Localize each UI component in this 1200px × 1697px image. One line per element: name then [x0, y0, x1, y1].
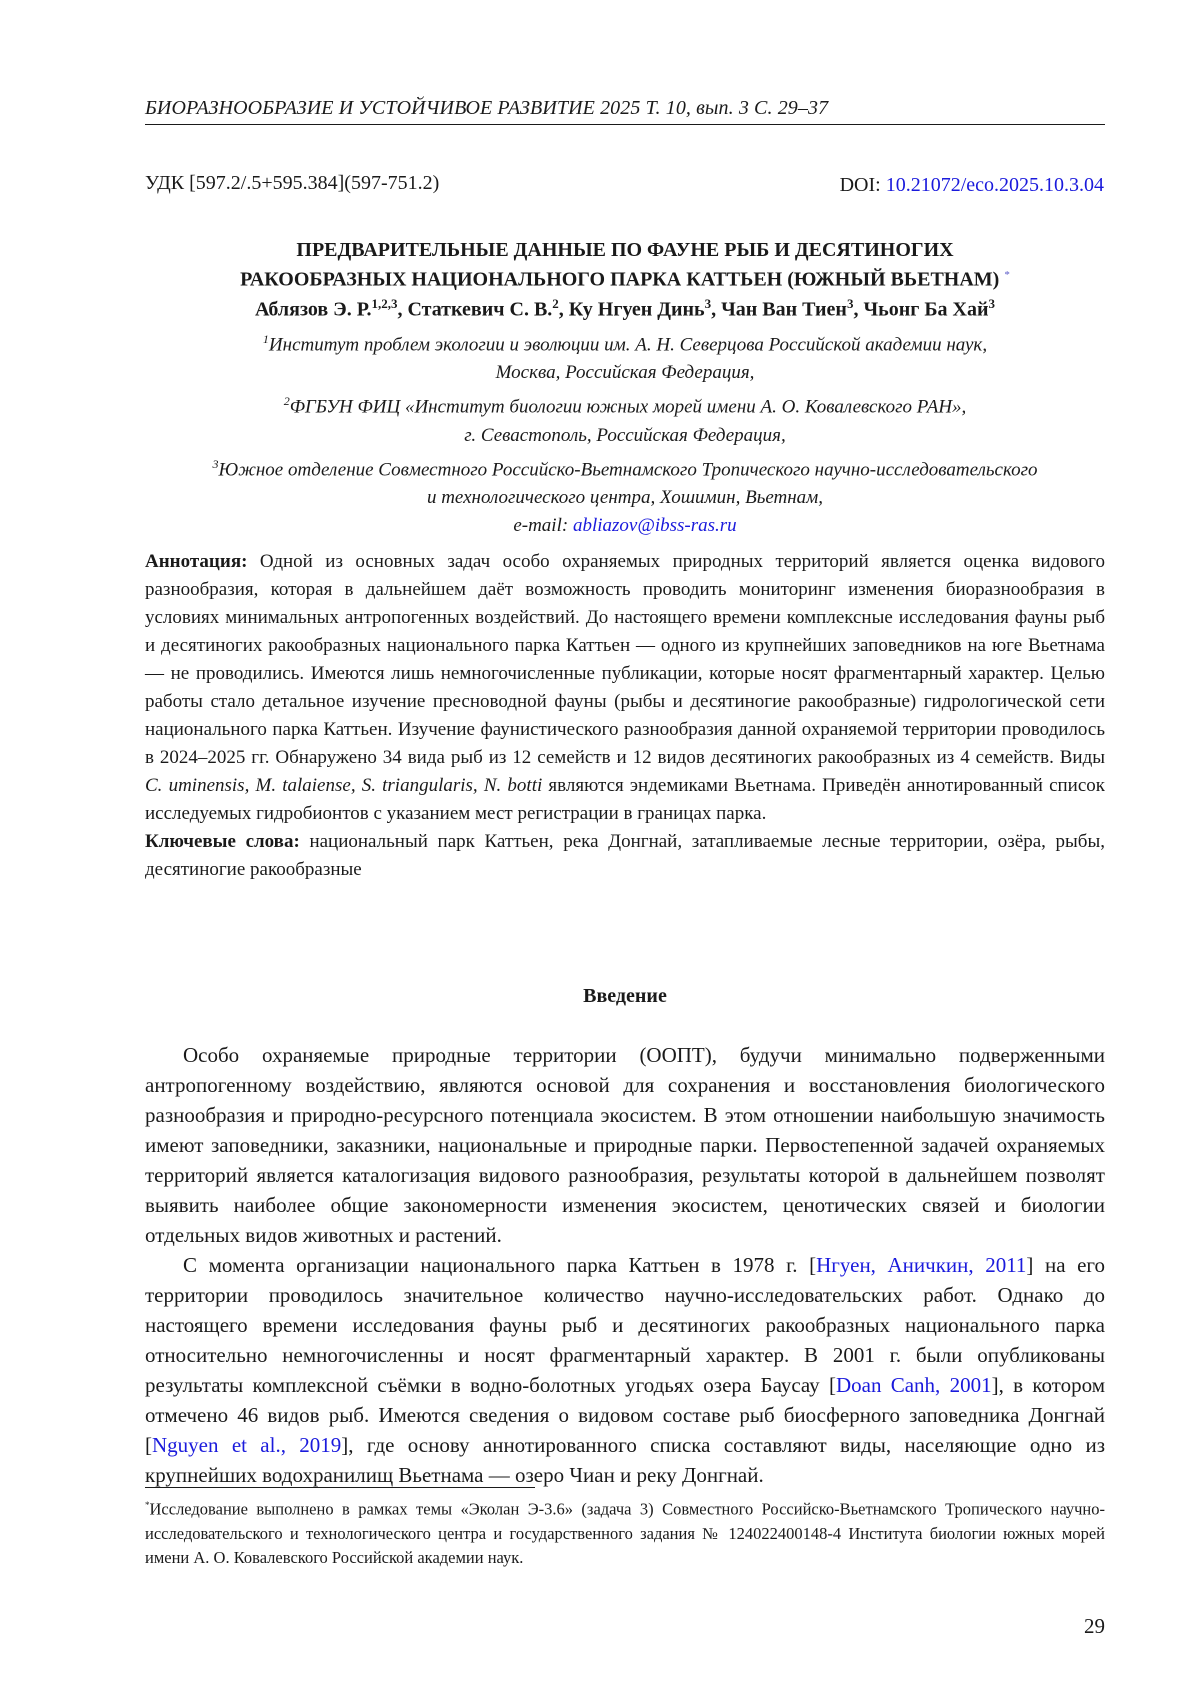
abstract — [145, 548, 1105, 828]
doi-link[interactable]: 10.21072/eco.2025.10.3.04 — [885, 174, 1104, 196]
email-link[interactable]: abliazov@ibss-ras.ru — [572, 514, 737, 536]
affiliation-1 — [145, 325, 1105, 359]
author: Аблязов Э. Р. — [254, 298, 372, 321]
paragraph-text: ] на его территории проводилось значительное количество научно-исследовательских работ. Однако до настоящего времени исследования фауны рыб и десятиногих ракообразных национального парка относительно немногочисленны и носят фрагментарный характер. В 2001 г. были опубликованы результаты комплексной съёмки в водно-болотных угодьях озера Баусау [ — [145, 1253, 1106, 1397]
author: Чьонг Ба Хай — [863, 298, 989, 321]
paragraph-text: ], где основу аннотированного списка составляют виды, населяющие одно из крупнейших водохранилищ Вьетнама — озеро Чиан и реку Донгнай. — [145, 1433, 1106, 1487]
affiliation-number: 1 — [262, 332, 269, 346]
citation-link[interactable]: Нгуен, Аничкин, 2011 — [816, 1253, 1027, 1277]
keywords-text: национальный парк Каттьен, река Донгнай, затапливаемые лесные территории, озёра, рыбы, десятиногие ракообразные — [145, 831, 1105, 880]
author-separator: , — [853, 298, 864, 321]
author: Статкевич С. В. — [407, 298, 553, 321]
authors-list — [145, 296, 1105, 322]
author-separator: , — [397, 298, 408, 321]
paragraph-text: С момента организации национального парка Каттьен в 1978 г. [ — [183, 1253, 817, 1277]
keywords-label: Ключевые слова: — [145, 831, 300, 852]
citation-link[interactable]: Doan Canh, 2001 — [835, 1373, 992, 1397]
footnote-text: Исследование выполнено в рамках темы «Эколан Э-3.6» (задача 3) Совместного Российско-Вьетнамского Тропического научно-исследовательского и технологического центра и государственного задания № 124022400148-4 Института биологии южных морей имени А. О. Ковалевского Российской академии наук. — [145, 1499, 1105, 1567]
doi-label: DOI: — [839, 174, 886, 196]
affiliation-text: Южное отделение Совместного Российско-Вьетнамского Тропического научно-исследовательского — [218, 458, 1038, 480]
author: Чан Ван Тиен — [721, 298, 847, 321]
affiliation-text: ФГБУН ФИЦ «Институт биологии южных морей имени А. О. Ковалевского РАН», — [289, 396, 967, 418]
author: Ку Нгуен Динь — [568, 298, 705, 321]
abstract-text: Одной из основных задач особо охраняемых природных территорий является оценка видового разнообразия, которая в дальнейшем даёт возможность проводить мониторинг изменения биоразнообразия в условиях минимальных антропогенных воздействий. До настоящего времени комплексные исследования фауны рыб и десятиногих ракообразных национального парка Каттьен — одного из крупнейших заповедников на юге Вьетнама — не проводились. Имеются лишь немногочисленные публикации, которые носят фрагментарный характер. Целью работы стало детальное изучение пресноводной фауны (рыбы и десятиногие ракообразные) гидрологической сети национального парка Каттьен. Изучение фаунистического разнообразия данной охраняемой территории проводилось в 2024–2025 гг. Обнаружено 34 вида рыб из 12 семейств и 12 видов десятиногих ракообразных из 4 семейств. Виды — [145, 551, 1105, 768]
author-separator: , — [558, 298, 569, 321]
citation-link[interactable]: Nguyen et al., 2019 — [152, 1433, 342, 1457]
affiliation-number: 3 — [212, 456, 219, 471]
author-affiliation-sup: 1,2,3 — [371, 296, 398, 311]
paragraph-1: Особо охраняемые природные территории (ООПТ), будучи минимально подверженными антропогенному воздействию, являются основой для сохранения и восстановления биологического разнообразия и природно-ресурсного потенциала экосистем. В этом отношении наибольшую значимость имеют заповедники, заказники, национальные и природные парки. Первостепенной задачей охраняемых территорий является каталогизация видового разнообразия, результаты которой в дальнейшем позволят выявить наиболее общие закономерности изменения экосистем, ценотических связей и биологии отдельных видов животных и растений. — [145, 1043, 1105, 1247]
introduction-body — [145, 1040, 1105, 1490]
title-footnote-mark[interactable]: * — [1004, 269, 1010, 281]
footnote — [145, 1493, 1105, 1570]
udk-code: УДК [597.2/.5+595.384](597-751.2) — [145, 172, 440, 194]
footnote-mark: * — [145, 1500, 150, 1510]
title-line-1: ПРЕДВАРИТЕЛЬНЫЕ ДАННЫЕ ПО ФАУНЕ РЫБ И ДЕСЯТИНОГИХ — [296, 239, 954, 261]
endemic-species: C. uminensis, M. talaiense, S. triangularis, N. botti — [145, 775, 543, 796]
affiliation-2-city: г. Севастополь, Российская Федерация, — [464, 424, 786, 446]
title-line-2 — [145, 263, 1105, 293]
author-affiliation-sup: 3 — [988, 296, 996, 311]
affiliation-3-city: и технологического центра, Хошимин, Вьетнам, — [426, 486, 824, 508]
affiliation-1-city: Москва, Российская Федерация, — [495, 362, 755, 384]
author-separator: , — [711, 298, 722, 321]
affiliation-2 — [145, 387, 1105, 421]
page-number: 29 — [1084, 1614, 1105, 1638]
affiliation-number: 2 — [283, 394, 290, 409]
contact-email — [145, 512, 1105, 540]
affiliations — [145, 325, 1105, 540]
paragraph-text: ], в котором отмечено 46 видов рыб. Имеются сведения о видовом составе рыб биосферного заповедника Донгнай [ — [145, 1373, 1105, 1457]
affiliation-text: Институт проблем экологии и эволюции им. А. Н. Северцова Российской академии наук, — [268, 334, 988, 356]
journal-header: БИОРАЗНООБРАЗИЕ И УСТОЙЧИВОЕ РАЗВИТИЕ 2025 Т. 10, вып. 3 С. 29–37 — [145, 97, 1105, 125]
footnote-divider — [145, 1487, 535, 1488]
abstract-label: Аннотация: — [145, 551, 248, 572]
abstract-section — [145, 548, 1105, 884]
title-line-2-text: РАКООБРАЗНЫХ НАЦИОНАЛЬНОГО ПАРКА КАТТЬЕН (ЮЖНЫЙ ВЬЕТНАМ) — [240, 268, 1000, 291]
email-label: e-mail: — [513, 514, 573, 536]
abstract-text-end: являются эндемиками Вьетнама. Приведён аннотированный список исследуемых гидробионтов с указанием мест регистрации в границах парка. — [145, 775, 1105, 824]
section-heading-introduction: Введение — [583, 985, 667, 1007]
keywords — [145, 828, 1105, 884]
affiliation-3 — [145, 450, 1105, 484]
paragraph-2 — [145, 1250, 1105, 1490]
author-affiliation-sup: 2 — [552, 296, 559, 311]
author-affiliation-sup: 3 — [846, 296, 854, 311]
doi — [840, 174, 1104, 197]
author-affiliation-sup: 3 — [704, 296, 712, 311]
article-title — [145, 238, 1105, 293]
